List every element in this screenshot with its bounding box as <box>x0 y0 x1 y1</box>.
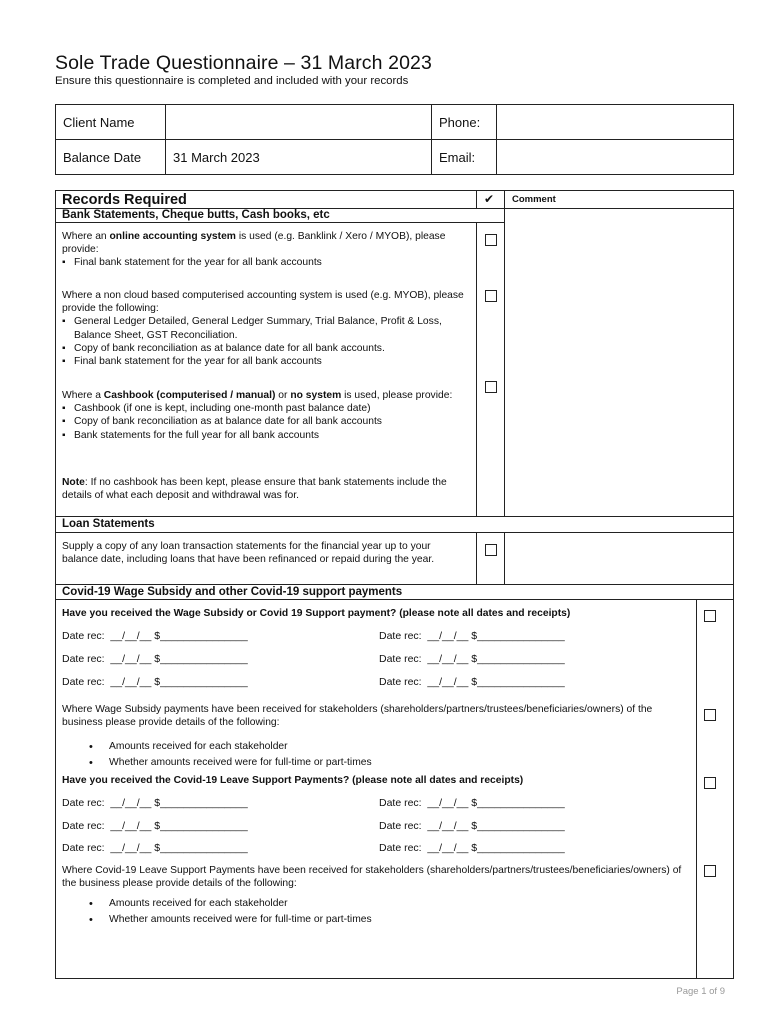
client-name-label: Client Name <box>56 105 166 140</box>
list-item: • Whether amounts received were for full-time or part-times <box>62 912 662 928</box>
date-received-field[interactable]: Date rec: __/__/__ $_______________ <box>62 797 248 809</box>
date-received-field[interactable]: Date rec: __/__/__ $_______________ <box>62 653 248 665</box>
wage-subsidy-stakeholder-text: Where Wage Subsidy payments have been received for stakeholders (shareholders/partners/trustees/beneficiaries/owners) of the business please provide details of the following: <box>62 704 653 729</box>
bank-online-text-pre: Where an <box>62 231 110 242</box>
leave-stakeholder-list <box>62 896 662 928</box>
list-item: ▪ Bank statements for the full year for all bank accounts <box>62 429 466 442</box>
date-received-field[interactable]: Date rec: __/__/__ $_______________ <box>379 842 565 854</box>
leave-support-question: Have you received the Covid-19 Leave Support Payments? (please note all dates and receipts) <box>62 775 524 786</box>
bank-cashbook-text-post: is used, please provide: <box>341 390 453 401</box>
checkbox-wage-stakeholders[interactable] <box>704 709 716 721</box>
date-received-field[interactable]: Date rec: __/__/__ $_______________ <box>379 820 565 832</box>
checkbox-loan-statements[interactable] <box>485 544 497 556</box>
loan-text: Supply a copy of any loan transaction statements for the financial year up to your balance date, including loans that have been refinanced or repaid during the year. <box>62 541 435 566</box>
records-title: Records Required <box>62 192 187 208</box>
checkbox-noncloud-system[interactable] <box>485 290 497 302</box>
date-received-field[interactable]: Date rec: __/__/__ $_______________ <box>62 676 248 688</box>
comment-column-header: Comment <box>512 194 556 205</box>
checkbox-cashbook[interactable] <box>485 381 497 393</box>
client-info-table <box>55 104 734 175</box>
list-item: • Amounts received for each stakeholder <box>62 739 662 755</box>
wage-stakeholder-list <box>62 739 662 771</box>
bank-cashbook-text-pre: Where a <box>62 390 104 401</box>
phone-field[interactable] <box>497 105 734 140</box>
bank-online-text-bold: online accounting system <box>109 231 236 242</box>
note-label: Note <box>62 477 85 488</box>
checkbox-leave-stakeholders[interactable] <box>704 865 716 877</box>
list-item: ▪ Copy of bank reconciliation as at balance date for all bank accounts. <box>62 342 466 355</box>
email-field[interactable] <box>497 140 734 175</box>
page-subtitle: Ensure this questionnaire is completed and included with your records <box>55 75 409 87</box>
check-column-header: ✔ <box>484 192 495 206</box>
page-number: Page 1 of 9 <box>676 986 725 997</box>
list-item: ▪ Final bank statement for the year for all bank accounts <box>62 355 466 368</box>
list-item: • Whether amounts received were for full-time or part-times <box>62 755 662 771</box>
email-label: Email: <box>432 140 497 175</box>
checkbox-online-accounting[interactable] <box>485 234 497 246</box>
date-received-field[interactable]: Date rec: __/__/__ $_______________ <box>379 653 565 665</box>
list-item: ▪ Cashbook (if one is kept, including one-month past balance date) <box>62 402 466 415</box>
date-received-field[interactable]: Date rec: __/__/__ $_______________ <box>62 630 248 642</box>
date-received-field[interactable]: Date rec: __/__/__ $_______________ <box>379 676 565 688</box>
date-received-field[interactable]: Date rec: __/__/__ $_______________ <box>62 820 248 832</box>
list-item: ▪ Final bank statement for the year for all bank accounts <box>62 256 466 269</box>
wage-subsidy-question: Have you received the Wage Subsidy or Covid 19 Support payment? (please note all dates and receipts) <box>62 608 571 619</box>
date-received-field[interactable]: Date rec: __/__/__ $_______________ <box>379 797 565 809</box>
client-name-field[interactable] <box>166 105 432 140</box>
bank-note <box>62 476 466 502</box>
page-title: Sole Trade Questionnaire – 31 March 2023 <box>55 52 432 74</box>
bank-section-heading: Bank Statements, Cheque butts, Cash books, etc <box>62 209 330 221</box>
checkbox-wage-subsidy[interactable] <box>704 610 716 622</box>
list-item: ▪ General Ledger Detailed, General Ledger Summary, Trial Balance, Profit & Loss, Balance Sheet, GST Reconciliation. <box>62 315 466 341</box>
date-received-field[interactable]: Date rec: __/__/__ $_______________ <box>62 842 248 854</box>
note-text: : If no cashbook has been kept, please ensure that bank statements include the details of what each deposit and withdrawal was for. <box>62 477 447 502</box>
balance-date-field[interactable]: 31 March 2023 <box>166 140 432 175</box>
leave-support-stakeholder-text: Where Covid-19 Leave Support Payments have been received for stakeholders (shareholders/partners/trustees/beneficiaries/owners) of the business please provide details of the following: <box>62 865 682 890</box>
bank-cashbook-text-bold1: Cashbook (computerised / manual) <box>103 390 276 401</box>
bank-online-block <box>62 230 466 270</box>
bank-noncloud-block <box>62 289 466 368</box>
checkbox-leave-support[interactable] <box>704 777 716 789</box>
balance-date-label: Balance Date <box>56 140 166 175</box>
bank-noncloud-text: Where a non cloud based computerised accounting system is used (e.g. MYOB), please provide the following: <box>62 290 464 315</box>
bank-cashbook-text-bold2: no system <box>290 390 342 401</box>
list-item: • Amounts received for each stakeholder <box>62 896 662 912</box>
bank-online-text-post: is used (e.g. Banklink / Xero / MYOB), please provide: <box>62 231 446 256</box>
covid-section-heading: Covid-19 Wage Subsidy and other Covid-19 support payments <box>62 586 403 598</box>
date-received-field[interactable]: Date rec: __/__/__ $_______________ <box>379 630 565 642</box>
bank-cashbook-block <box>62 389 466 442</box>
bank-cashbook-text-mid: or <box>275 390 291 401</box>
phone-label: Phone: <box>432 105 497 140</box>
loan-section-heading: Loan Statements <box>62 518 155 530</box>
list-item: ▪ Copy of bank reconciliation as at balance date for all bank accounts <box>62 415 466 428</box>
